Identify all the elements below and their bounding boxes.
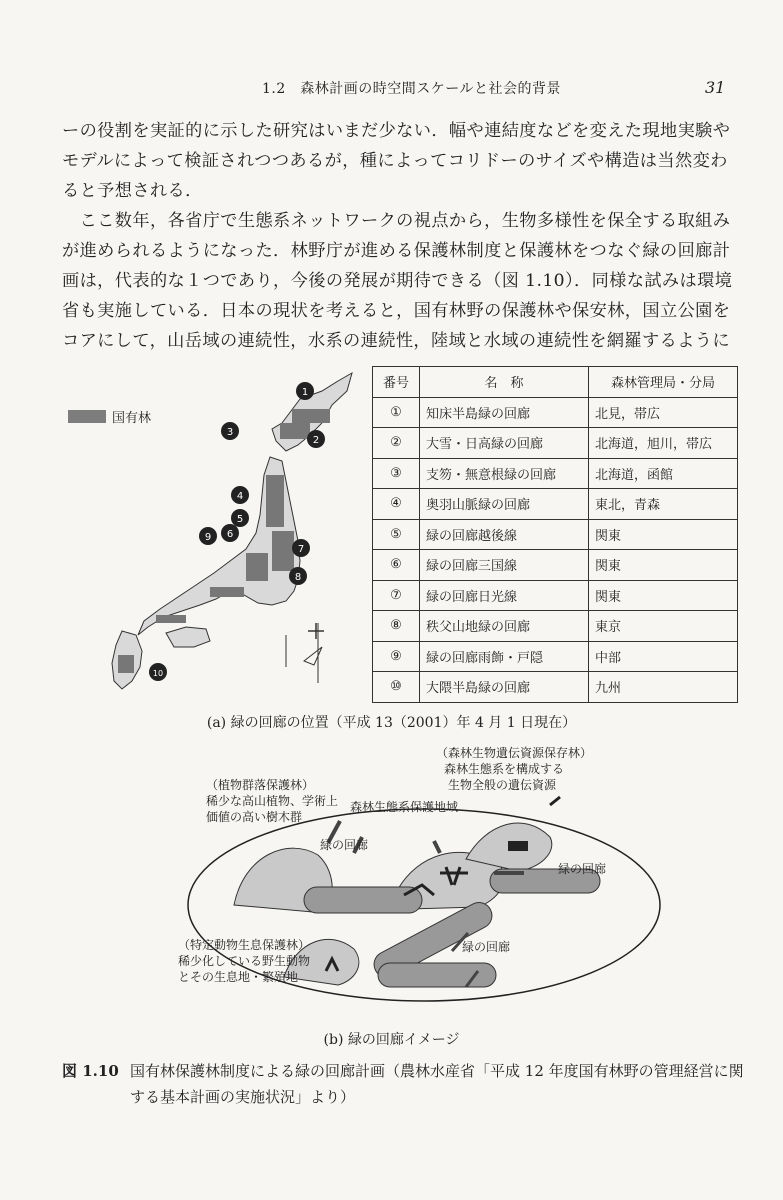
bear-icon (508, 841, 528, 851)
body-line: コアにして，山岳域の連続性，水系の連続性，陸域と水域の連続性を網羅するように (62, 331, 730, 351)
caption-b: (b) 緑の回廊イメージ (323, 1032, 460, 1048)
label-plant-1: 稀少な高山植物、学術上 (206, 794, 339, 808)
forest-patch (156, 615, 186, 623)
label-genetic-2: 生物全般の遺伝資源 (448, 778, 557, 792)
marker-label: 6 (226, 529, 234, 540)
marker-label: 8 (294, 572, 302, 583)
cell-office: 東北，青森 (589, 489, 738, 520)
figure-caption-text: 国有林保護林制度による緑の回廊計画（農林水産省「平成 12 年度国有林野の管理経営に関する基本計画の実施状況」より） (130, 1062, 744, 1106)
cell-office: 北海道，旭川，帯広 (589, 428, 738, 459)
cell-office: 関東 (589, 519, 738, 550)
cell-name: 知床半島緑の回廊 (420, 397, 589, 428)
figure-label: 図 1.10 (62, 1062, 119, 1080)
body-line: 画は，代表的な１つであり，今後の発展が期待できる（図 1.10）．同様な試みは環境 (62, 271, 733, 291)
body-line: ここ数年，各省庁で生態系ネットワークの視点から，生物多様性を保全する取組み (62, 211, 731, 231)
marker-label: 2 (312, 435, 320, 446)
label-corridor: 緑の回廊 (558, 862, 607, 876)
label-ecosystem: 森林生態系保護地域 (350, 800, 459, 814)
forest-patch (292, 409, 330, 423)
cell-office: 東京 (589, 611, 738, 642)
table-row (373, 550, 738, 581)
table-row (373, 641, 738, 672)
cell-name: 緑の回廊日光線 (420, 580, 589, 611)
header-number: 番号 (373, 367, 420, 398)
cell-office: 中部 (589, 641, 738, 672)
label-genetic-title: （森林生物遺伝資源保存林） (436, 746, 593, 760)
marker-label: 1 (301, 387, 309, 398)
cell-office: 北海道，函館 (589, 458, 738, 489)
cell-number: ⑤ (373, 519, 420, 550)
corridor-diagram-svg (178, 745, 662, 1005)
label-animal-title: （特定動物生息保護林） (178, 938, 311, 952)
table-row (373, 458, 738, 489)
corridor-band (378, 963, 496, 987)
running-header (0, 78, 783, 100)
body-line: 省も実施している．日本の現状を考えると，国有林野の保護林や保安林，国立公園を (62, 301, 731, 321)
cell-name: 大雪・日高緑の回廊 (420, 428, 589, 459)
north-arrow-icon (308, 623, 324, 639)
marker-label: 10 (152, 669, 164, 678)
forest-patch (210, 587, 244, 597)
page-number: 31 (705, 78, 726, 97)
label-animal-2: とその生息地・繁殖地 (178, 970, 299, 984)
label-plant-2: 価値の高い樹木群 (206, 810, 303, 824)
cell-name: 緑の回廊越後線 (420, 519, 589, 550)
japan-map-svg (60, 365, 372, 705)
cell-number: ④ (373, 489, 420, 520)
cell-number: ① (373, 397, 420, 428)
body-text (62, 116, 744, 356)
marker-label: 7 (297, 544, 305, 555)
forest-patch (280, 423, 310, 439)
nansei-islands-inset (304, 647, 322, 665)
forest-patch (246, 553, 268, 581)
cell-number: ⑦ (373, 580, 420, 611)
table-row (373, 489, 738, 520)
cell-number: ⑨ (373, 641, 420, 672)
label-genetic-1: 森林生態系を構成する (444, 762, 565, 776)
table-row (373, 428, 738, 459)
figure-caption (62, 1058, 744, 1110)
header-name: 名 称 (420, 367, 589, 398)
running-header-title: 1.2 森林計画の時空間スケールと社会的背景 (262, 81, 561, 97)
cell-office: 九州 (589, 672, 738, 703)
table-row (373, 611, 738, 642)
label-animal-1: 稀少化している野生動物 (178, 954, 311, 968)
body-line: モデルによって検証されつつあるが，種によってコリドーのサイズや構造は当然変わ (62, 151, 728, 171)
cell-office: 北見，帯広 (589, 397, 738, 428)
cell-name: 支笏・無意根緑の回廊 (420, 458, 589, 489)
cell-name: 大隈半島緑の回廊 (420, 672, 589, 703)
cell-name: 奥羽山脈緑の回廊 (420, 489, 589, 520)
body-line: が進められるようになった．林野庁が進める保護林制度と保護林をつなぐ緑の回廊計 (62, 241, 731, 261)
header-office: 森林管理局・分局 (589, 367, 738, 398)
table-row (373, 397, 738, 428)
forest-patch (118, 655, 134, 673)
legend-label: 国有林 (112, 411, 152, 426)
bird-icon (550, 797, 560, 805)
body-line: ーの役割を実証的に示した研究はいまだ少ない．幅や連結度などを変えた現地実験や (62, 121, 731, 141)
marker-label: 5 (236, 514, 244, 525)
table-row (373, 519, 738, 550)
cell-name: 緑の回廊雨飾・戸隠 (420, 641, 589, 672)
corridor-band (304, 887, 422, 913)
cell-number: ⑩ (373, 672, 420, 703)
label-plant-title: （植物群落保護林） (206, 778, 315, 792)
cell-number: ② (373, 428, 420, 459)
marker-label: 4 (236, 491, 244, 502)
cell-name: 緑の回廊三国線 (420, 550, 589, 581)
inset-frame (286, 623, 318, 683)
forest-patch (272, 531, 294, 571)
table-row (373, 672, 738, 703)
forest-patch (266, 475, 284, 527)
cell-number: ⑧ (373, 611, 420, 642)
label-corridor: 緑の回廊 (320, 838, 369, 852)
shikoku-outline (166, 627, 210, 647)
cell-number: ⑥ (373, 550, 420, 581)
cell-number: ③ (373, 458, 420, 489)
table-header-row (373, 367, 738, 398)
marker-label: 9 (204, 532, 212, 543)
cell-office: 関東 (589, 580, 738, 611)
caption-a: (a) 緑の回廊の位置（平成 13（2001）年 4 月 1 日現在） (206, 715, 577, 731)
cell-name: 秩父山地緑の回廊 (420, 611, 589, 642)
table-row (373, 580, 738, 611)
cell-office: 関東 (589, 550, 738, 581)
body-line: ると予想される． (62, 181, 203, 201)
marker-label: 3 (226, 427, 234, 438)
corridor-diagram (178, 745, 662, 1005)
corridor-table (372, 366, 738, 703)
label-corridor: 緑の回廊 (462, 940, 511, 954)
japan-map (60, 365, 372, 705)
